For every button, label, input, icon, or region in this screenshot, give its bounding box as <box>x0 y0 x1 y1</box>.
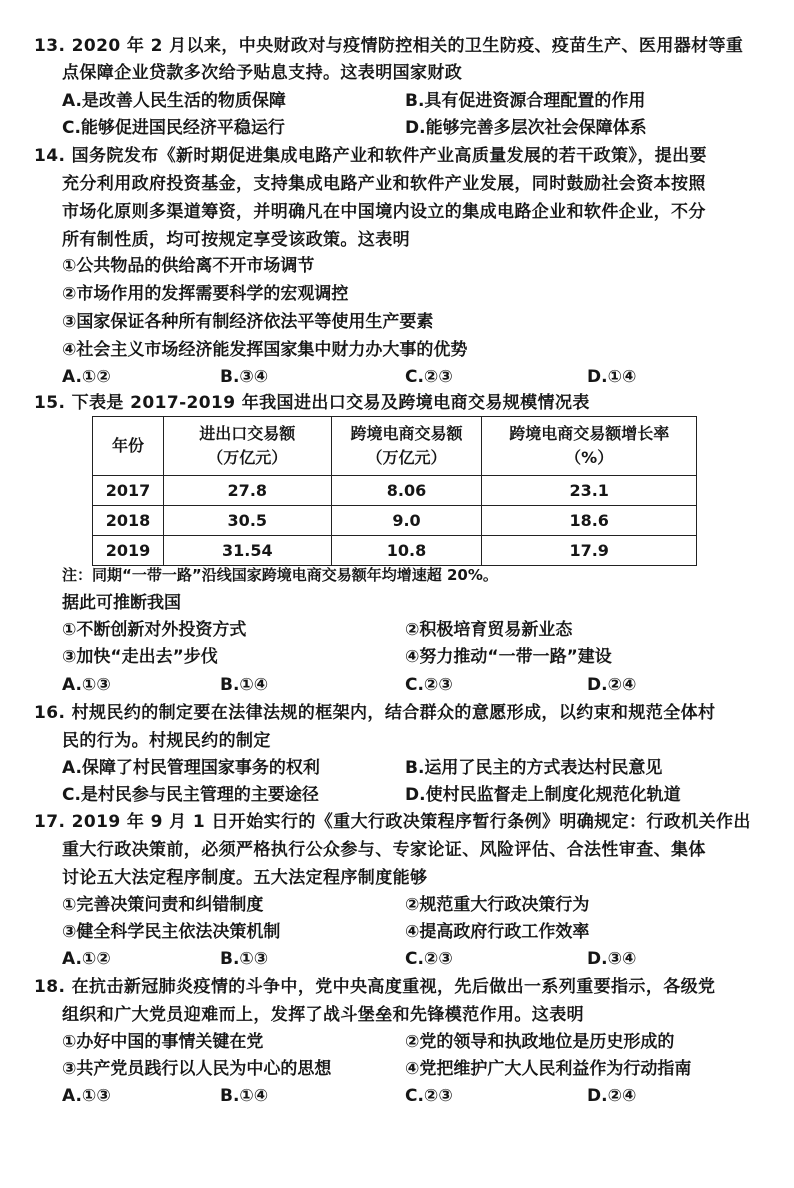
header-cross-border: 跨境电商交易额 （万亿元） <box>331 417 482 476</box>
q18-option-b[interactable]: B.①④ <box>220 1086 269 1106</box>
q18-option-a[interactable]: A.①③ <box>62 1086 111 1106</box>
q15-table-note: 注：同期“一带一路”沿线国家跨境电商交易额年均增速超 20%。 <box>62 566 498 584</box>
q13-option-a[interactable]: A.是改善人民生活的物质保障 <box>62 91 286 111</box>
q14-statement-1: ①公共物品的供给离不开市场调节 <box>62 256 315 276</box>
q13-stem-line1: 13. 2020 年 2 月以来，中央财政对与疫情防控相关的卫生防疫、疫苗生产、医用器材等重 <box>34 36 744 56</box>
q14-stem-line1: 14. 国务院发布《新时期促进集成电路产业和软件产业高质量发展的若干政策》，提出要 <box>34 146 707 166</box>
table-cell: 9.0 <box>331 506 482 536</box>
q14-statement-4: ④社会主义市场经济能发挥国家集中财力办大事的优势 <box>62 340 468 360</box>
q15-option-a[interactable]: A.①③ <box>62 675 111 695</box>
table-cell: 17.9 <box>482 536 697 566</box>
q18-option-c[interactable]: C.②③ <box>405 1086 453 1106</box>
q15-option-d[interactable]: D.②④ <box>587 675 637 695</box>
table-cell: 18.6 <box>482 506 697 536</box>
table-cell: 31.54 <box>163 536 331 566</box>
table-cell: 27.8 <box>163 476 331 506</box>
q16-stem-line2: 民的行为。村规民约的制定 <box>62 731 271 751</box>
q13-option-b[interactable]: B.具有促进资源合理配置的作用 <box>405 91 646 111</box>
table-cell: 30.5 <box>163 506 331 536</box>
q14-statement-2: ②市场作用的发挥需要科学的宏观调控 <box>62 284 349 304</box>
q13-option-c[interactable]: C.能够促进国民经济平稳运行 <box>62 118 285 138</box>
q15-stem-line1: 15. 下表是 2017-2019 年我国进出口交易及跨境电商交易规模情况表 <box>34 393 590 413</box>
q16-stem-line1: 16. 村规民约的制定要在法律法规的框架内，结合群众的意愿形成，以约束和规范全体村 <box>34 703 716 723</box>
q16-option-a[interactable]: A.保障了村民管理国家事务的权利 <box>62 758 320 778</box>
q16-option-c[interactable]: C.是村民参与民主管理的主要途径 <box>62 785 319 805</box>
trade-data-table <box>92 416 697 566</box>
q15-statement-4: ④努力推动“一带一路”建设 <box>405 647 612 667</box>
q18-statement-4: ④党把维护广大人民利益作为行动指南 <box>405 1059 692 1079</box>
q13-stem-line2: 点保障企业贷款多次给予贴息支持。这表明国家财政 <box>62 63 463 83</box>
q14-option-b[interactable]: B.③④ <box>220 367 269 387</box>
q15-stem-line2: 据此可推断我国 <box>62 593 181 613</box>
table-cell: 2019 <box>93 536 164 566</box>
q17-statement-2: ②规范重大行政决策行为 <box>405 895 590 915</box>
header-growth-rate: 跨境电商交易额增长率 （%） <box>482 417 697 476</box>
q17-statement-3: ③健全科学民主依法决策机制 <box>62 922 281 942</box>
table-cell: 2018 <box>93 506 164 536</box>
q17-stem-line2: 重大行政决策前，必须严格执行公众参与、专家论证、风险评估、合法性审查、集体 <box>62 840 706 860</box>
q18-statement-1: ①办好中国的事情关键在党 <box>62 1032 264 1052</box>
q18-statement-2: ②党的领导和执政地位是历史形成的 <box>405 1032 675 1052</box>
table-cell: 10.8 <box>331 536 482 566</box>
q18-option-d[interactable]: D.②④ <box>587 1086 637 1106</box>
q18-statement-3: ③共产党员践行以人民为中心的思想 <box>62 1059 332 1079</box>
q13-option-d[interactable]: D.能够完善多层次社会保障体系 <box>405 118 647 138</box>
table-header-row <box>93 417 697 476</box>
q14-option-c[interactable]: C.②③ <box>405 367 453 387</box>
table-cell: 23.1 <box>482 476 697 506</box>
q17-statement-1: ①完善决策问责和纠错制度 <box>62 895 264 915</box>
table-cell: 8.06 <box>331 476 482 506</box>
q18-stem-line1: 18. 在抗击新冠肺炎疫情的斗争中，党中央高度重视，先后做出一系列重要指示，各级党 <box>34 977 716 997</box>
q17-statement-4: ④提高政府行政工作效率 <box>405 922 590 942</box>
q15-statement-2: ②积极培育贸易新业态 <box>405 620 573 640</box>
q14-statement-3: ③国家保证各种所有制经济依法平等使用生产要素 <box>62 312 434 332</box>
table-row <box>93 536 697 566</box>
q17-stem-line3: 讨论五大法定程序制度。五大法定程序制度能够 <box>62 868 428 888</box>
q17-option-a[interactable]: A.①② <box>62 949 111 969</box>
q18-stem-line2: 组织和广大党员迎难而上，发挥了战斗堡垒和先锋模范作用。这表明 <box>62 1005 584 1025</box>
q17-option-b[interactable]: B.①③ <box>220 949 269 969</box>
q15-option-c[interactable]: C.②③ <box>405 675 453 695</box>
q16-option-b[interactable]: B.运用了民主的方式表达村民意见 <box>405 758 663 778</box>
q14-option-d[interactable]: D.①④ <box>587 367 637 387</box>
q16-option-d[interactable]: D.使村民监督走上制度化规范化轨道 <box>405 785 681 805</box>
header-import-export: 进出口交易额 （万亿元） <box>163 417 331 476</box>
q15-statement-1: ①不断创新对外投资方式 <box>62 620 247 640</box>
q17-option-d[interactable]: D.③④ <box>587 949 637 969</box>
q14-stem-line2: 充分利用政府投资基金，支持集成电路产业和软件产业发展，同时鼓励社会资本按照 <box>62 174 706 194</box>
q14-stem-line3: 市场化原则多渠道筹资，并明确凡在中国境内设立的集成电路企业和软件企业，不分 <box>62 202 706 222</box>
header-year: 年份 <box>93 417 164 476</box>
q14-stem-line4: 所有制性质，均可按规定享受该政策。这表明 <box>62 230 410 250</box>
q17-stem-line1: 17. 2019 年 9 月 1 日开始实行的《重大行政决策程序暂行条例》明确规定：行政机关作出 <box>34 812 751 832</box>
q15-option-b[interactable]: B.①④ <box>220 675 269 695</box>
table-cell: 2017 <box>93 476 164 506</box>
q17-option-c[interactable]: C.②③ <box>405 949 453 969</box>
table-row <box>93 506 697 536</box>
q15-statement-3: ③加快“走出去”步伐 <box>62 647 218 667</box>
q14-option-a[interactable]: A.①② <box>62 367 111 387</box>
table-row <box>93 476 697 506</box>
